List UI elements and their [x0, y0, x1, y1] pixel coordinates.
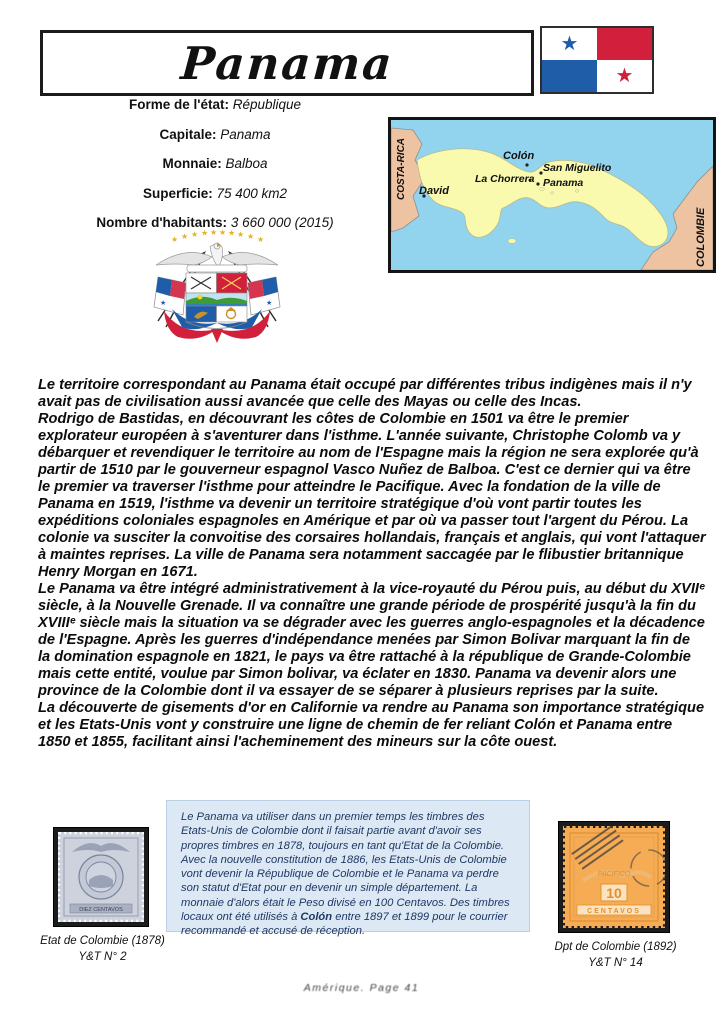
history-paragraph-4: La découverte de gisements d'or en Californie va rendre au Panama son importance stratégique et les Etats-Unis vont y construire une ligne de chemin de fer reliant Colón et Panama entre 1850 et 1855, facilitant ainsi l'acheminement des mineurs sur la côte ouest.: [38, 700, 705, 750]
info-text-bold-colon: Colón: [300, 911, 333, 924]
label-colombie: COLOMBIE: [695, 207, 707, 267]
svg-text:CENTAVOS: CENTAVOS: [587, 908, 641, 915]
city-label-san-miguelito: San Miguelito: [543, 162, 612, 174]
svg-text:★: ★: [191, 230, 199, 239]
fact-label: Superficie:: [142, 185, 213, 201]
red-star-icon: ★: [615, 65, 634, 87]
city-dot-colon: [525, 163, 528, 166]
info-text-part2: entre 1897 et 1899 pour le courrier recommandé et accusé de réception.: [181, 911, 508, 938]
svg-text:★: ★: [247, 232, 255, 241]
city-label-la-chorrera: La Chorrera: [475, 173, 535, 185]
fact-label: Forme de l'état:: [128, 97, 229, 112]
stars-arc: [171, 228, 264, 244]
svg-text:DIEZ CENTAVOS: DIEZ CENTAVOS: [79, 907, 123, 913]
flag-quadrant-bottom-right: [597, 60, 652, 92]
city-dot-panama: [536, 182, 539, 185]
caption-line1: Etat de Colombie (1878): [40, 935, 165, 947]
panama-flag-image: [540, 26, 654, 94]
stamp-caption-left: [25, 933, 180, 965]
svg-text:★: ★: [181, 232, 189, 241]
svg-text:★: ★: [237, 230, 245, 239]
motto-ribbon: [187, 265, 247, 272]
fact-monnaie: [40, 156, 390, 171]
stamp-image-gray: [58, 832, 144, 922]
page-title: Panama: [178, 36, 396, 90]
blue-star-icon: ★: [560, 33, 579, 55]
svg-text:★: ★: [171, 235, 179, 244]
flag-quadrant-top-left: [542, 28, 597, 60]
fact-value: Balboa: [225, 156, 268, 171]
fact-value: 75 400 km2: [216, 185, 288, 201]
svg-text:10: 10: [606, 885, 622, 901]
coat-of-arms: [138, 225, 296, 349]
history-paragraph-3: Le Panama va être intégré administrativement à la vice-royauté du Pérou puis, au début du XVIIᵉ siècle, à la Nouvelle Grenade. Il va connaître une grande période de prospérité jusqu'à la fin du XVIIIᵉ siècle mais la situation va se dégrader avec les guerres anglo-espagnoles et la décadence de l'Espagne. Après les guerres d'indépendance menées par Simon Bolivar marquant la fin de la domination espagnole en 1821, le pays va être rattaché à la république de Grande-Colombie mais cette entité, voulue par Simon bolivar, va éclater en 1830. Panama va devenir alors une province de la Colombie dont il va essayer de se séparer à plusieurs reprises par la suite.: [38, 581, 705, 699]
eagle-icon: [156, 243, 278, 267]
stamp-dpt-de-colombie: [558, 821, 670, 933]
fact-value: République: [232, 97, 302, 112]
stamp-image-orange: [563, 826, 665, 928]
svg-text:★: ★: [266, 300, 273, 307]
city-label-david: David: [419, 185, 449, 197]
history-text: [38, 377, 706, 751]
country-facts-list: [40, 97, 390, 245]
history-paragraph-1: Le territoire correspondant au Panama était occupé par différentes tribus indigènes mais il n'y avait pas de civilisation aussi avancée que celle des Mayas ou celle des Incas.: [38, 377, 692, 410]
island: [508, 239, 516, 244]
svg-text:★: ★: [228, 228, 236, 238]
flag-quadrant-top-right: [597, 28, 652, 60]
history-paragraph-2: Rodrigo de Bastidas, en découvrant les côtes de Colombie en 1501 va être le premier explorateur européen à s'aventurer dans l'isthme. L'année suivante, Christophe Colomb va y débarquer et revendiquer le territoire au nom de l'Espagne mais la région ne sera explorée qu'à partir de 1510 par le gouverneur espagnol Vasco Nuñez de Balboa. C'est ce dernier qui va être le premier va traverser l'isthme pour atteindre le Pacifique. Avec la fondation de la ville de Panama en 1519, l'isthme va devenir un territoire stratégique d'où vont partir toutes les expéditions coloniales espagnoles en Amérique et par où va passer tout l'argent du Pérou. La colonie va susciter la convoitise des corsaires hollandais, français et anglais, qui vont l'attaquer à maintes reprises. La ville de Panama sera notamment saccagée par le flibustier britannique Henry Morgan en 1671.: [38, 411, 706, 580]
philately-info-box: [166, 800, 530, 938]
svg-text:★: ★: [201, 228, 209, 238]
caption-line2: Y&T N° 14: [588, 957, 643, 969]
label-costa-rica: COSTA-RICA: [396, 137, 407, 200]
panama-map: [388, 117, 716, 273]
svg-text:PACIFICO: PACIFICO: [597, 871, 631, 878]
fact-superficie: [40, 186, 390, 201]
fact-value: Panama: [220, 126, 271, 142]
caption-line2: Y&T N° 2: [78, 951, 127, 963]
fact-forme-etat: [40, 97, 390, 112]
stamp-etat-de-colombie: [53, 827, 149, 927]
fact-label: Capitale:: [159, 126, 217, 142]
caption-line1: Dpt de Colombie (1892): [554, 941, 677, 953]
stamp-caption-right: [533, 939, 698, 971]
shield: [186, 273, 247, 329]
fact-value: 3 660 000 (2015): [230, 215, 334, 230]
island: [550, 192, 553, 194]
page-footer: Amérique. Page 41: [303, 982, 420, 994]
svg-text:★: ★: [160, 300, 167, 307]
map-image: [391, 120, 713, 270]
city-label-colon: Colón: [503, 150, 535, 162]
title-box: [40, 30, 534, 96]
flag-quadrant-bottom-left: [542, 60, 597, 92]
svg-text:★: ★: [257, 235, 265, 244]
fact-label: Monnaie:: [162, 156, 222, 171]
fact-label: Nombre d'habitants:: [96, 215, 228, 230]
info-text-part1: Le Panama va utiliser dans un premier temps les timbres des Etats-Unis de Colombie dont il faisait partie avant d'avoir ses propres timbres en 1878, toujours en tant qu'Etat de la Colombie. Avec la nouvelle constitution de 1886, les Etats-Unis de Colombie vont devenir la République de Colombie et le Panama va perdre son statut d'Etat pour en devenir un simple département. La monnaie d'alors était le Peso divisé en 100 Centavos. Des timbres locaux ont été utilisés à: [181, 811, 510, 924]
city-label-panama: Panama: [543, 177, 584, 189]
island: [575, 190, 579, 192]
fact-capitale: [40, 127, 390, 142]
svg-text:★: ★: [219, 228, 227, 237]
svg-text:★: ★: [210, 228, 218, 237]
